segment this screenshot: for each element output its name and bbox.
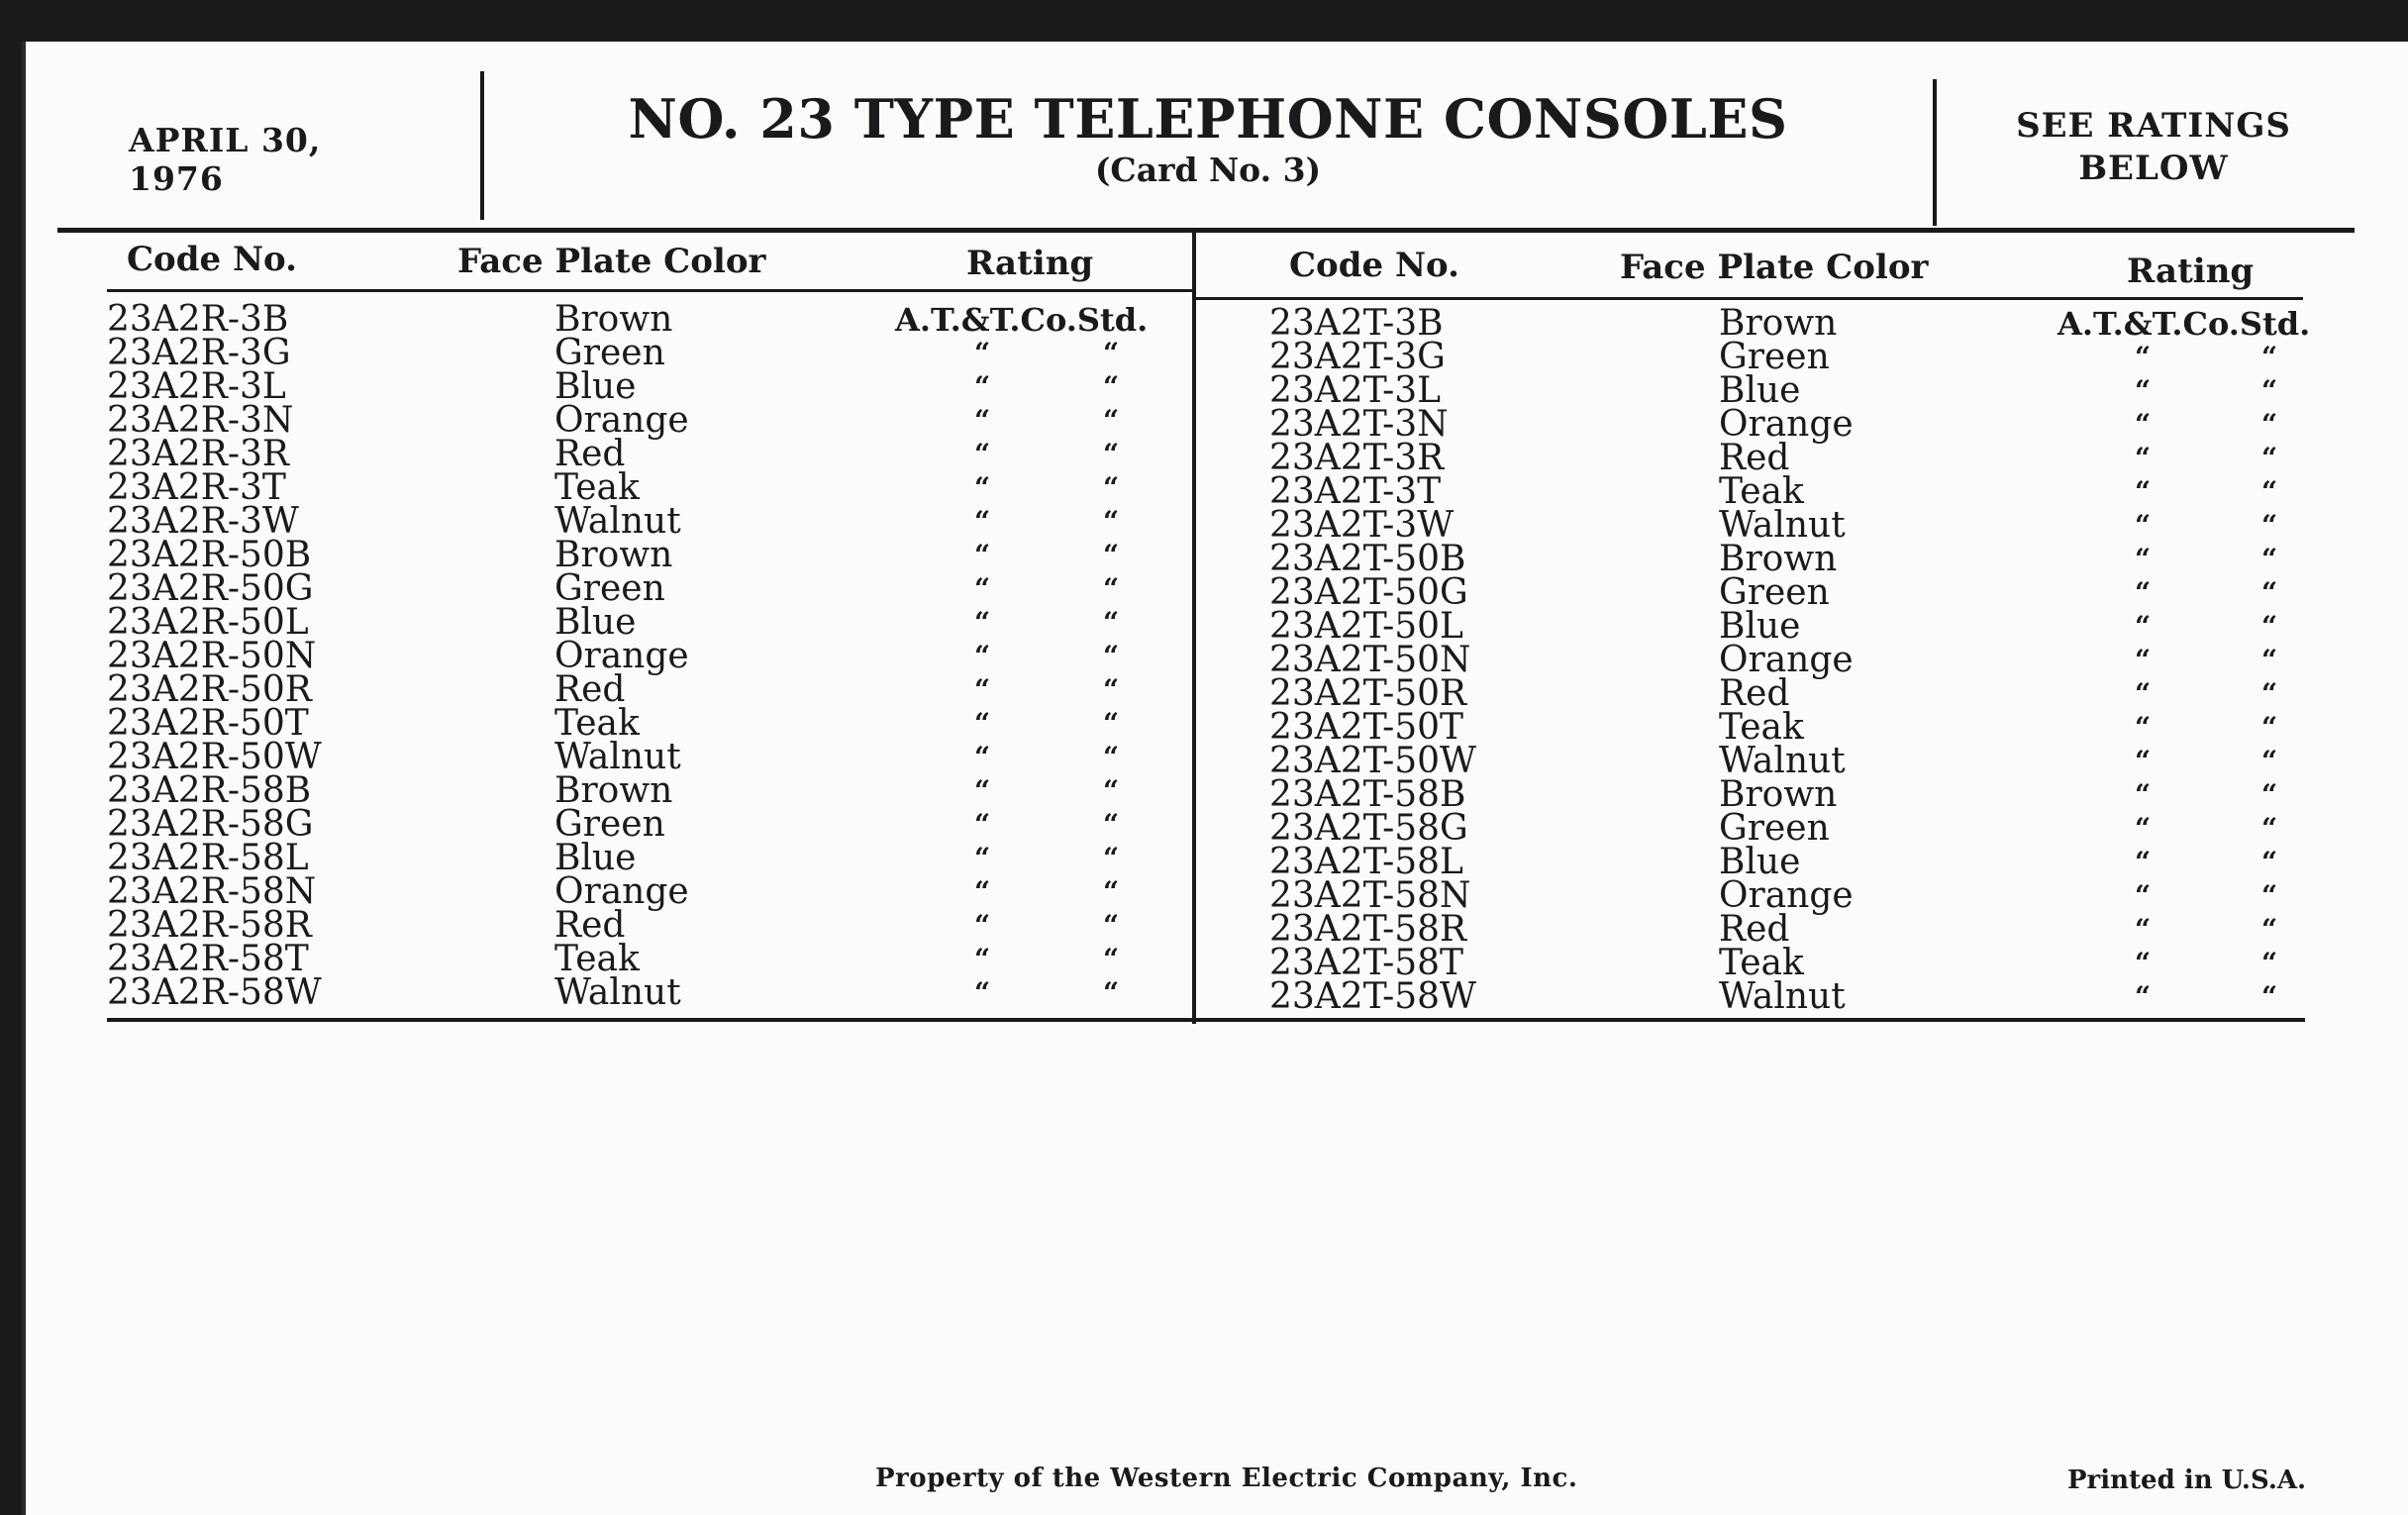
code-number: 23A2R-58G	[107, 804, 314, 845]
table-row	[107, 366, 1186, 407]
face-plate-color: Orange	[554, 871, 689, 912]
code-number: 23A2T-58B	[1269, 774, 1466, 815]
ditto-mark: “	[1103, 976, 1120, 1009]
face-plate-color: Red	[554, 669, 626, 710]
ditto-mark: “	[2261, 947, 2278, 979]
face-plate-color: Brown	[1719, 539, 1838, 579]
ditto-mark: “	[1103, 337, 1120, 369]
ditto-mark: “	[974, 438, 991, 470]
card-title: NO. 23 TYPE TELEPHONE CONSOLES	[628, 87, 1788, 151]
table-row	[107, 669, 1186, 710]
ditto-mark: “	[1103, 909, 1120, 942]
code-number: 23A2R-58R	[107, 905, 312, 946]
face-plate-color: Blue	[1719, 606, 1801, 647]
table-row	[1269, 741, 2319, 781]
ditto-mark: “	[1103, 842, 1120, 874]
face-plate-color: Green	[1719, 337, 1830, 377]
right-header-color: Face Plate Color	[1620, 248, 1929, 287]
code-number: 23A2R-3R	[107, 434, 289, 474]
left-header-color: Face Plate Color	[457, 242, 766, 281]
header-divider-left	[480, 71, 484, 220]
table-row	[1269, 774, 2319, 815]
face-plate-color: Blue	[554, 838, 637, 878]
ditto-mark: “	[974, 943, 991, 975]
face-plate-color: Blue	[1719, 842, 1801, 882]
ditto-mark: “	[974, 842, 991, 874]
ditto-mark: “	[2261, 778, 2278, 811]
ditto-mark: “	[2135, 509, 2152, 542]
ditto-mark: “	[974, 741, 991, 773]
ditto-mark: “	[2261, 980, 2278, 1013]
rating-value: A.T.&T.Co.Std.	[895, 301, 1149, 339]
ditto-mark: “	[2135, 677, 2152, 710]
left-table	[107, 299, 1186, 1013]
right-header-rating: Rating	[2127, 252, 2255, 291]
code-number: 23A2R-58T	[107, 939, 309, 979]
table-row	[1269, 606, 2319, 647]
ditto-mark: “	[974, 539, 991, 571]
ditto-mark: “	[2135, 980, 2152, 1013]
ditto-mark: “	[1103, 471, 1120, 504]
right-header-code: Code No.	[1289, 246, 1459, 285]
table-row	[107, 905, 1186, 946]
ditto-mark: “	[974, 808, 991, 841]
ditto-mark: “	[2135, 812, 2152, 845]
face-plate-color: Orange	[554, 636, 689, 676]
face-plate-color: Green	[1719, 808, 1830, 849]
left-header-rating: Rating	[966, 244, 1094, 283]
face-plate-color: Green	[554, 804, 665, 845]
ditto-mark: “	[2135, 913, 2152, 946]
table-row	[107, 838, 1186, 878]
face-plate-color: Red	[554, 434, 626, 474]
see-ratings-line2: BELOW	[2078, 149, 2229, 188]
ditto-mark: “	[1103, 707, 1120, 740]
code-number: 23A2R-58B	[107, 770, 312, 811]
code-number: 23A2R-3N	[107, 400, 294, 441]
ditto-mark: “	[2135, 610, 2152, 643]
ditto-mark: “	[974, 606, 991, 639]
footer-printed: Printed in U.S.A.	[2067, 1465, 2307, 1495]
ditto-mark: “	[1103, 438, 1120, 470]
code-number: 23A2T-3L	[1269, 370, 1442, 411]
table-row	[1269, 337, 2319, 377]
code-number: 23A2T-58G	[1269, 808, 1468, 849]
table-row	[107, 299, 1186, 340]
face-plate-color: Walnut	[554, 972, 681, 1013]
ditto-mark: “	[2135, 475, 2152, 508]
code-number: 23A2R-58N	[107, 871, 317, 912]
table-row	[1269, 875, 2319, 916]
code-number: 23A2T-58N	[1269, 875, 1471, 916]
code-number: 23A2R-50R	[107, 669, 312, 710]
code-number: 23A2R-3W	[107, 501, 299, 542]
ditto-mark: “	[2135, 879, 2152, 912]
face-plate-color: Teak	[1719, 471, 1804, 512]
code-number: 23A2R-3G	[107, 333, 291, 373]
table-row	[1269, 707, 2319, 748]
face-plate-color: Red	[1719, 438, 1790, 478]
table-row	[1269, 438, 2319, 478]
code-number: 23A2T-58T	[1269, 943, 1464, 983]
code-number: 23A2T-50G	[1269, 572, 1468, 613]
ditto-mark: “	[2135, 442, 2152, 474]
ditto-mark: “	[2261, 913, 2278, 946]
face-plate-color: Green	[1719, 572, 1830, 613]
table-row	[1269, 909, 2319, 950]
face-plate-color: Orange	[554, 400, 689, 441]
face-plate-color: Orange	[1719, 640, 1854, 680]
ditto-mark: “	[2135, 947, 2152, 979]
ditto-mark: “	[974, 774, 991, 807]
ditto-mark: “	[2135, 778, 2152, 811]
see-ratings-line1: SEE RATINGS	[2016, 106, 2291, 146]
ditto-mark: “	[974, 505, 991, 538]
table-row	[107, 871, 1186, 912]
ditto-mark: “	[974, 640, 991, 672]
ditto-mark: “	[2135, 408, 2152, 441]
code-number: 23A2T-50N	[1269, 640, 1471, 680]
code-number: 23A2T-3B	[1269, 303, 1444, 344]
table-row	[1269, 976, 2319, 1017]
ditto-mark: “	[974, 337, 991, 369]
face-plate-color: Green	[554, 568, 665, 609]
code-number: 23A2T-58W	[1269, 976, 1477, 1017]
table-row	[1269, 505, 2319, 546]
table-row	[107, 467, 1186, 508]
face-plate-color: Blue	[554, 602, 637, 643]
face-plate-color: Teak	[1719, 707, 1804, 748]
ditto-mark: “	[1103, 808, 1120, 841]
table-row	[1269, 842, 2319, 882]
code-number: 23A2T-58L	[1269, 842, 1463, 882]
table-row	[107, 636, 1186, 676]
code-number: 23A2R-50B	[107, 535, 312, 575]
table-row	[107, 972, 1186, 1013]
code-number: 23A2T-50R	[1269, 673, 1467, 714]
ditto-mark: “	[974, 707, 991, 740]
code-number: 23A2R-3B	[107, 299, 289, 340]
ditto-mark: “	[2261, 408, 2278, 441]
table-row	[1269, 640, 2319, 680]
code-number: 23A2R-50N	[107, 636, 317, 676]
table-row	[107, 400, 1186, 441]
table-row	[107, 535, 1186, 575]
face-plate-color: Blue	[554, 366, 637, 407]
table-row	[1269, 943, 2319, 983]
ditto-mark: “	[1103, 774, 1120, 807]
table-center-divider	[1192, 228, 1196, 1024]
ditto-mark: “	[974, 572, 991, 605]
code-number: 23A2T-50W	[1269, 741, 1477, 781]
code-number: 23A2R-50T	[107, 703, 309, 744]
face-plate-color: Teak	[554, 467, 640, 508]
code-number: 23A2T-50L	[1269, 606, 1463, 647]
ditto-mark: “	[2135, 846, 2152, 878]
ditto-mark: “	[2261, 374, 2278, 407]
table-row	[1269, 808, 2319, 849]
ditto-mark: “	[2261, 745, 2278, 777]
table-row	[107, 703, 1186, 744]
ditto-mark: “	[1103, 875, 1120, 908]
ditto-mark: “	[2135, 711, 2152, 744]
ditto-mark: “	[974, 909, 991, 942]
face-plate-color: Walnut	[1719, 741, 1846, 781]
face-plate-color: Brown	[1719, 303, 1838, 344]
table-row	[107, 804, 1186, 845]
ditto-mark: “	[1103, 572, 1120, 605]
ditto-mark: “	[974, 976, 991, 1009]
code-number: 23A2T-50B	[1269, 539, 1466, 579]
table-row	[1269, 303, 2319, 344]
code-number: 23A2R-50L	[107, 602, 309, 643]
ditto-mark: “	[1103, 943, 1120, 975]
code-number: 23A2T-3N	[1269, 404, 1449, 445]
table-row	[1269, 673, 2319, 714]
face-plate-color: Brown	[554, 299, 673, 340]
table-row	[107, 770, 1186, 811]
footer-property: Property of the Western Electric Company, Inc.	[875, 1464, 1578, 1493]
ditto-mark: “	[2261, 341, 2278, 373]
ditto-mark: “	[2261, 711, 2278, 744]
code-number: 23A2R-3T	[107, 467, 286, 508]
table-row	[1269, 404, 2319, 445]
table-row	[107, 939, 1186, 979]
ditto-mark: “	[2261, 576, 2278, 609]
face-plate-color: Brown	[1719, 774, 1838, 815]
ditto-mark: “	[1103, 741, 1120, 773]
face-plate-color: Walnut	[1719, 976, 1846, 1017]
ditto-mark: “	[2261, 475, 2278, 508]
ditto-mark: “	[1103, 673, 1120, 706]
right-table	[1269, 303, 2319, 1017]
face-plate-color: Walnut	[554, 737, 681, 777]
table-row	[107, 434, 1186, 474]
face-plate-color: Walnut	[1719, 505, 1846, 546]
ditto-mark: “	[2135, 576, 2152, 609]
right-header-rule	[1196, 297, 2303, 300]
table-row	[107, 568, 1186, 609]
ditto-mark: “	[2261, 509, 2278, 542]
ditto-mark: “	[1103, 640, 1120, 672]
ditto-mark: “	[2261, 543, 2278, 575]
ditto-mark: “	[2135, 341, 2152, 373]
ditto-mark: “	[974, 875, 991, 908]
face-plate-color: Orange	[1719, 875, 1854, 916]
ditto-mark: “	[2261, 677, 2278, 710]
ditto-mark: “	[2135, 374, 2152, 407]
table-row	[107, 501, 1186, 542]
face-plate-color: Walnut	[554, 501, 681, 542]
ditto-mark: “	[2135, 745, 2152, 777]
see-ratings-note	[1965, 105, 2342, 190]
ditto-mark: “	[2261, 442, 2278, 474]
table-row	[107, 602, 1186, 643]
code-number: 23A2T-3W	[1269, 505, 1455, 546]
face-plate-color: Orange	[1719, 404, 1854, 445]
card-date: APRIL 30, 1976	[129, 121, 322, 198]
ditto-mark: “	[2135, 543, 2152, 575]
ditto-mark: “	[1103, 505, 1120, 538]
face-plate-color: Brown	[554, 770, 673, 811]
ditto-mark: “	[2261, 610, 2278, 643]
left-header-rule	[107, 289, 1192, 292]
ditto-mark: “	[2261, 879, 2278, 912]
ditto-mark: “	[2261, 644, 2278, 676]
table-row	[107, 737, 1186, 777]
face-plate-color: Teak	[1719, 943, 1804, 983]
ditto-mark: “	[2261, 846, 2278, 878]
ditto-mark: “	[1103, 370, 1120, 403]
face-plate-color: Red	[1719, 909, 1790, 950]
table-row	[1269, 370, 2319, 411]
table-row	[107, 333, 1186, 373]
code-number: 23A2T-3T	[1269, 471, 1442, 512]
face-plate-color: Blue	[1719, 370, 1801, 411]
ditto-mark: “	[1103, 404, 1120, 437]
ditto-mark: “	[974, 673, 991, 706]
face-plate-color: Brown	[554, 535, 673, 575]
header-rule	[57, 228, 2355, 233]
face-plate-color: Red	[1719, 673, 1790, 714]
header-divider-right	[1933, 79, 1937, 226]
ditto-mark: “	[2135, 644, 2152, 676]
ditto-mark: “	[974, 370, 991, 403]
face-plate-color: Red	[554, 905, 626, 946]
code-number: 23A2R-58L	[107, 838, 309, 878]
table-row	[1269, 572, 2319, 613]
code-number: 23A2T-58R	[1269, 909, 1467, 950]
table-row	[1269, 539, 2319, 579]
code-number: 23A2R-50G	[107, 568, 314, 609]
left-header-code: Code No.	[127, 240, 297, 279]
code-number: 23A2T-3G	[1269, 337, 1446, 377]
code-number: 23A2T-50T	[1269, 707, 1464, 748]
code-number: 23A2T-3R	[1269, 438, 1445, 478]
ditto-mark: “	[974, 404, 991, 437]
card-subtitle: (Card No. 3)	[1094, 151, 1322, 189]
table-row	[1269, 471, 2319, 512]
code-number: 23A2R-58W	[107, 972, 322, 1013]
ditto-mark: “	[1103, 606, 1120, 639]
code-number: 23A2R-50W	[107, 737, 322, 777]
face-plate-color: Teak	[554, 703, 640, 744]
face-plate-color: Green	[554, 333, 665, 373]
table-bottom-rule	[107, 1018, 2305, 1022]
ditto-mark: “	[974, 471, 991, 504]
code-number: 23A2R-3L	[107, 366, 286, 407]
rating-value: A.T.&T.Co.Std.	[2057, 305, 2311, 343]
face-plate-color: Teak	[554, 939, 640, 979]
ditto-mark: “	[2261, 812, 2278, 845]
ditto-mark: “	[1103, 539, 1120, 571]
